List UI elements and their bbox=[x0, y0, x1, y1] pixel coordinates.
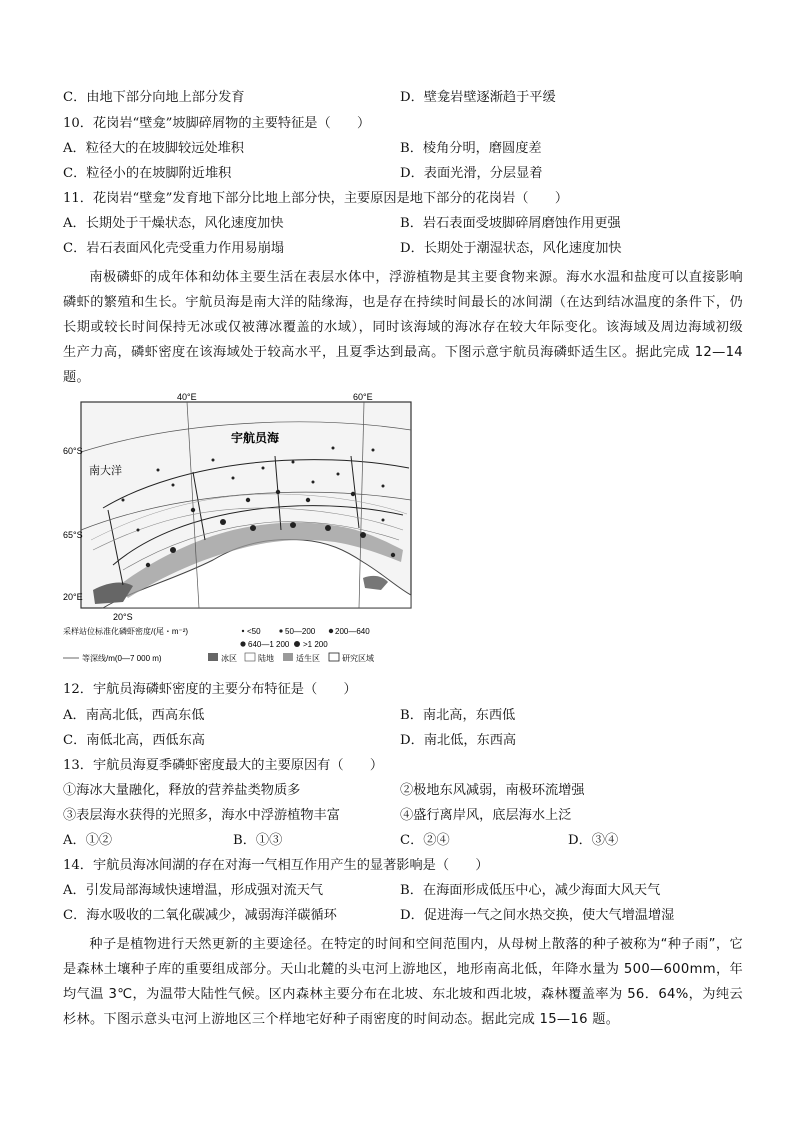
q13-statement-1: ①海冰大量融化，释放的营养盐类物质多 bbox=[63, 783, 301, 798]
passage-krill-text: 南极磷虾的成年体和幼体主要生活在表层水体中，浮游植物是其主要食物来源。海水水温和盐度可以直接影响磷虾的繁殖和生长。宇航员海是南大洋的陆缘海，也是存在持续时间最长的冰间湖（在达到结冰温度的条件下，仍长期或较长时间保持无冰或仅被薄冰覆盖的水域），同时该海域的海冰存在较大年际变化。该海域及周边海域初级生产力高，磷虾密度在该海域处于较高水平，且夏季达到最高。下图示意宇航员海磷虾适生区。据此完成 12—14 题。 bbox=[63, 270, 743, 385]
q14-option-b: B．在海面形成低压中心，减少海面大风天气 bbox=[400, 883, 661, 898]
passage-seed-rain bbox=[63, 932, 743, 1032]
map-lat-60: 60°S bbox=[63, 446, 83, 456]
q9-option-c: C．由地下部分向地上部分发育 bbox=[63, 90, 245, 105]
q12-stem: 12．宇航员海磷虾密度的主要分布特征是（ ） bbox=[63, 682, 357, 697]
map-lon-60: 60°E bbox=[353, 392, 373, 402]
q11-option-d: D．长期处于潮湿状态，风化速度加快 bbox=[400, 241, 622, 256]
legend-land: 陆地 bbox=[258, 654, 274, 663]
q13-statement-2: ②极地东风减弱，南极环流增强 bbox=[400, 783, 585, 798]
q13-option-d: D．③④ bbox=[568, 833, 619, 848]
q13-option-b: B．①③ bbox=[233, 833, 283, 848]
map-bottom-20s: 20°S bbox=[113, 612, 133, 622]
q10-option-b: B．棱角分明，磨圆度差 bbox=[400, 141, 542, 156]
legend-d4: 640—1 200 bbox=[248, 640, 290, 649]
q13-statement-3: ③表层海水获得的光照多，海水中浮游植物丰富 bbox=[63, 808, 340, 823]
q11-stem: 11．花岗岩“壁龛”发育地下部分比地上部分快，主要原因是地下部分的花岗岩（ ） bbox=[63, 191, 569, 206]
q12-option-d: D．南北低，东西高 bbox=[400, 733, 517, 748]
q10-option-a: A．粒径大的在坡脚较远处堆积 bbox=[63, 141, 244, 156]
q12-option-a: A．南高北低，西高东低 bbox=[63, 708, 205, 723]
passage-krill bbox=[63, 265, 743, 390]
legend-ice: 冰区 bbox=[221, 654, 237, 663]
q10-stem: 10．花岗岩“壁龛”坡脚碎屑物的主要特征是（ ） bbox=[63, 116, 371, 131]
q12-option-b: B．南北高，东西低 bbox=[400, 708, 516, 723]
q11-option-b: B．岩石表面受坡脚碎屑磨蚀作用更强 bbox=[400, 216, 621, 231]
map-sea-label: 宇航员海 bbox=[231, 431, 280, 445]
map-lat-65: 65°S bbox=[63, 530, 83, 540]
legend-d2: 50—200 bbox=[285, 627, 316, 636]
q14-option-a: A．引发局部海域快速增温，形成强对流天气 bbox=[63, 883, 324, 898]
map-lon-40: 40°E bbox=[177, 392, 197, 402]
q11-option-c: C．岩石表面风化壳受重力作用易崩塌 bbox=[63, 241, 285, 256]
map-left-20e: 20°E bbox=[63, 592, 83, 602]
q13-statement-4: ④盛行离岸风，底层海水上泛 bbox=[400, 808, 572, 823]
q10-option-c: C．粒径小的在坡脚附近堆积 bbox=[63, 166, 232, 181]
legend-d3: 200—640 bbox=[335, 627, 370, 636]
legend-study: 研究区域 bbox=[342, 654, 374, 663]
q14-stem: 14．宇航员海冰间湖的存在对海一气相互作用产生的显著影响是（ ） bbox=[63, 858, 489, 873]
q13-option-a: A．①② bbox=[63, 833, 113, 848]
q9-option-d: D．壁龛岩壁逐渐趋于平缓 bbox=[400, 90, 556, 105]
legend-d5: >1 200 bbox=[303, 640, 328, 649]
q13-option-c: C．②④ bbox=[400, 833, 450, 848]
legend-d1: <50 bbox=[247, 627, 261, 636]
cosmonaut-sea-map bbox=[63, 390, 415, 665]
map-ocean-label: 南大洋 bbox=[89, 465, 122, 477]
legend-habitat: 适生区 bbox=[296, 654, 320, 663]
q12-option-c: C．南低北高，西低东高 bbox=[63, 733, 205, 748]
q11-option-a: A．长期处于干燥状态，风化速度加快 bbox=[63, 216, 284, 231]
legend-depth: 等深线/m(0—7 000 m) bbox=[82, 654, 162, 663]
legend-title: 采样站位标准化磷虾密度/(尾・m⁻²) bbox=[63, 627, 189, 636]
q10-option-d: D．表面光滑，分层显着 bbox=[400, 166, 543, 181]
passage-seed-rain-text: 种子是植物进行天然更新的主要途径。在特定的时间和空间范围内，从母树上散落的种子被称为“种子雨”，它是森林土壤种子库的重要组成部分。天山北麓的头屯河上游地区，地形南高北低，年降水量为 500—600mm，年均气温 3℃，为温带大陆性气候。区内森林主要分布在北坡、东北坡和西北坡，森林覆盖率为 56．64%，为纯云杉林。下图示意头屯河上游地区三个样地宅好种子雨密度的时间动态。据此完成 15—16 题。 bbox=[63, 937, 743, 1027]
q13-stem: 13．宇航员海夏季磷虾密度最大的主要原因有（ ） bbox=[63, 758, 384, 773]
q14-option-c: C．海水吸收的二氧化碳减少，减弱海洋碳循环 bbox=[63, 908, 337, 923]
q14-option-d: D．促进海一气之间水热交换，使大气增温增湿 bbox=[400, 908, 675, 923]
